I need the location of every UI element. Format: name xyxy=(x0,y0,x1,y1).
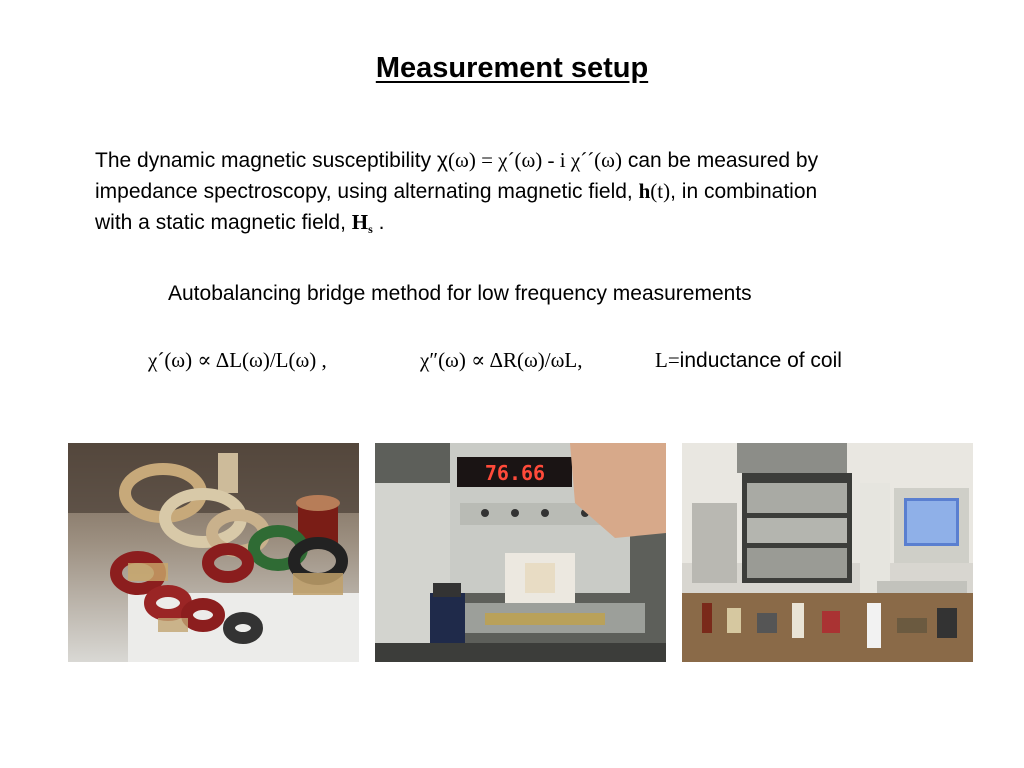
field-symbol-h: h xyxy=(638,179,651,203)
photo-lab-bench xyxy=(682,443,973,662)
method-subtitle: Autobalancing bridge method for low frequency measurements xyxy=(168,282,752,305)
formula-inductance-note xyxy=(655,348,842,373)
formula-lhs: χ´(ω) ∝ xyxy=(148,348,216,372)
photo-instrument-display xyxy=(375,443,666,662)
formula-chi-prime xyxy=(148,348,327,373)
photo-toroidal-coils xyxy=(68,443,359,662)
paragraph-line-2 xyxy=(95,176,995,207)
title-text: Measurement setup xyxy=(375,52,649,84)
paragraph-line-3 xyxy=(95,207,995,244)
paragraph-text: with a static magnetic field, xyxy=(95,211,352,234)
paragraph-text: The dynamic magnetic susceptibility χ xyxy=(95,149,449,172)
inductance-text: inductance of coil xyxy=(679,349,842,372)
paragraph-text: . xyxy=(372,211,385,234)
inductance-symbol: L= xyxy=(655,348,680,372)
paragraph-text: can be measured by xyxy=(621,149,819,172)
intro-paragraph xyxy=(95,145,995,244)
formula-chi-double-prime xyxy=(420,348,583,373)
susceptibility-equation: (ω) = χ´(ω) - i χ´´(ω) xyxy=(448,148,622,172)
formula-rhs: ΔL(ω)/L(ω) , xyxy=(215,348,327,372)
field-subscript: s xyxy=(368,222,373,236)
formula-rhs: ΔR(ω)/ωL, xyxy=(489,348,583,372)
paragraph-line-1 xyxy=(95,145,995,176)
page-title xyxy=(0,52,1024,85)
formula-lhs: χ″(ω) ∝ xyxy=(420,348,490,372)
paragraph-text: impedance spectroscopy, using alternating magnetic field, xyxy=(95,180,639,203)
field-argument: (t) xyxy=(650,179,671,203)
display-reading: 76.66 xyxy=(484,461,546,485)
paragraph-text: , in combination xyxy=(670,180,818,203)
field-symbol-H: H xyxy=(351,210,369,234)
